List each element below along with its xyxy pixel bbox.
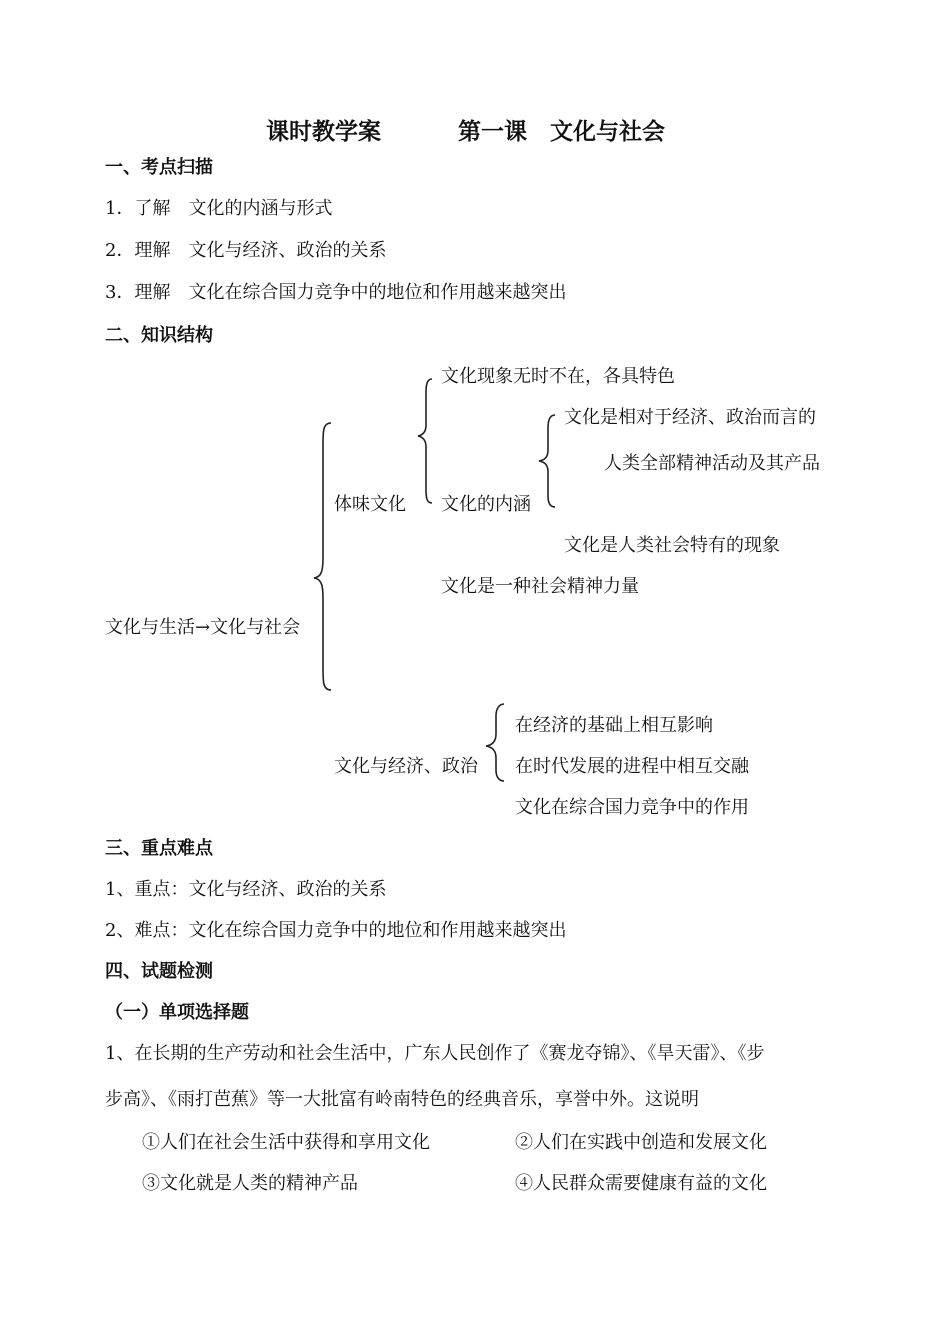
diagram-leaf: 文化是相对于经济、政治而言的 [564, 407, 816, 428]
diagram-leaf: 在时代发展的进程中相互交融 [515, 756, 749, 777]
brace-b1 [418, 379, 432, 503]
brace-b1-sub [539, 415, 555, 507]
question-option: ①人们在社会生活中获得和享用文化 [142, 1132, 430, 1153]
question-option: ④人民群众需要健康有益的文化 [515, 1173, 767, 1194]
diagram-leaf: 文化现象无时不在，各具特色 [441, 366, 675, 387]
diagram-node-culture-connotation: 文化的内涵 [441, 494, 531, 515]
subsection-heading-single-choice: （一）单项选择题 [105, 1002, 249, 1023]
brace-root [314, 423, 331, 690]
question-text-line1: 1、在长期的生产劳动和社会生活中，广东人民创作了《赛龙夺锦》、《旱天雷》、《步 [105, 1043, 765, 1064]
diagram-leaf: 文化在综合国力竞争中的作用 [515, 797, 749, 818]
exam-point-item: 3．理解 文化在综合国力竞争中的地位和作用越来越突出 [105, 282, 567, 303]
page-title-right: 第一课 文化与社会 [458, 119, 665, 145]
section-heading-key-points: 三、重点难点 [105, 838, 213, 859]
key-point-item: 2、难点：文化在综合国力竞争中的地位和作用越来越突出 [105, 920, 567, 941]
diagram-leaf: 在经济的基础上相互影响 [515, 715, 713, 736]
diagram-leaf: 文化是人类社会特有的现象 [564, 535, 780, 556]
section-heading-knowledge-structure: 二、知识结构 [105, 325, 213, 346]
diagram-node-experience-culture: 体味文化 [334, 494, 406, 515]
question-option: ③文化就是人类的精神产品 [142, 1173, 358, 1194]
question-text-line2: 步高》、《雨打芭蕉》等一大批富有岭南特色的经典音乐，享誉中外。这说明 [105, 1089, 699, 1110]
page-title-left: 课时教学案 [266, 119, 381, 145]
section-heading-tests: 四、试题检测 [105, 961, 213, 982]
exam-point-item: 1．了解 文化的内涵与形式 [105, 198, 333, 219]
exam-point-item: 2．理解 文化与经济、政治的关系 [105, 240, 387, 261]
diagram-root: 文化与生活→文化与社会 [105, 617, 301, 638]
key-point-item: 1、重点：文化与经济、政治的关系 [105, 879, 387, 900]
question-option: ②人们在实践中创造和发展文化 [515, 1132, 767, 1153]
diagram-leaf: 人类全部精神活动及其产品 [604, 453, 820, 474]
brace-b2 [486, 704, 504, 781]
diagram-node-culture-economy-politics: 文化与经济、政治 [334, 756, 478, 777]
diagram-leaf: 文化是一种社会精神力量 [441, 576, 639, 597]
section-heading-exam-points: 一、考点扫描 [105, 157, 213, 178]
